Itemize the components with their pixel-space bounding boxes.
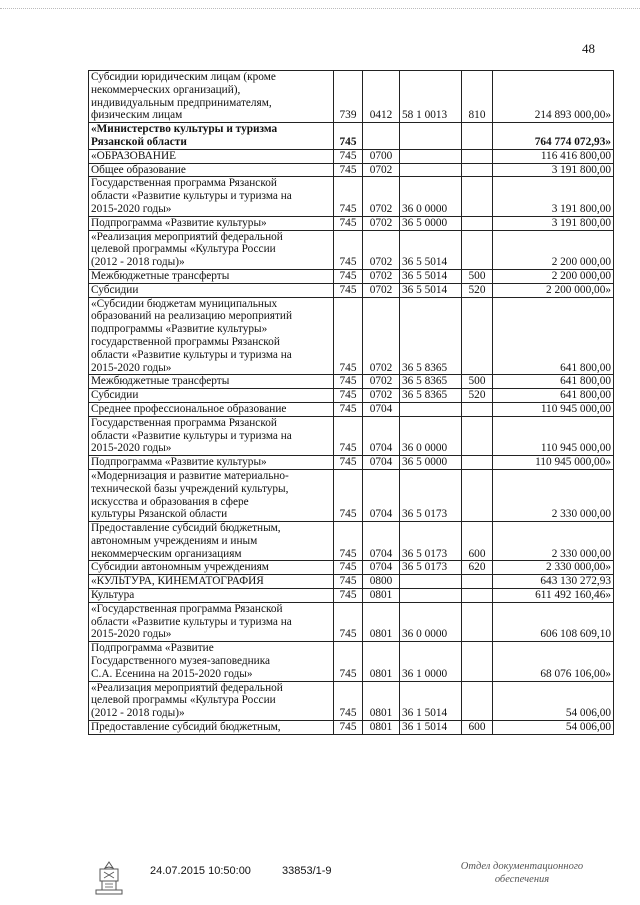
expense-type-cell — [462, 681, 493, 720]
target-article-cell: 36 0 0000 — [400, 602, 462, 641]
target-article-cell — [400, 163, 462, 177]
section-code-cell: 0704 — [363, 416, 400, 455]
ministry-code-cell: 745 — [334, 283, 363, 297]
target-article-cell: 36 5 5014 — [400, 269, 462, 283]
budget-table — [88, 70, 614, 735]
amount-cell: 2 330 000,00 — [493, 522, 614, 561]
amount-cell: 54 006,00 — [493, 721, 614, 735]
target-article-cell: 36 5 8365 — [400, 297, 462, 375]
table-row — [89, 456, 614, 470]
table-row — [89, 589, 614, 603]
expense-type-cell: 600 — [462, 522, 493, 561]
ministry-code-cell: 745 — [334, 163, 363, 177]
row-name-cell: «ОБРАЗОВАНИЕ — [89, 149, 334, 163]
table-row — [89, 602, 614, 641]
row-name-cell: Межбюджетные трансферты — [89, 375, 334, 389]
section-code-cell: 0801 — [363, 721, 400, 735]
expense-type-cell — [462, 456, 493, 470]
row-name-cell: Общее образование — [89, 163, 334, 177]
expense-type-cell — [462, 177, 493, 216]
row-name-cell: Культура — [89, 589, 334, 603]
table-row — [89, 575, 614, 589]
table-row — [89, 71, 614, 123]
table-row — [89, 216, 614, 230]
row-name-cell: Подпрограмма «Развитие Государственного музея-заповедника С.А. Есенина на 2015-2020 годы» — [89, 642, 334, 681]
ministry-code-cell: 745 — [334, 416, 363, 455]
section-code-cell — [363, 123, 400, 150]
ministry-code-cell: 745 — [334, 642, 363, 681]
amount-cell: 3 191 800,00 — [493, 177, 614, 216]
expense-type-cell — [462, 402, 493, 416]
row-name-cell: Субсидии — [89, 283, 334, 297]
scan-edge-dots — [0, 8, 640, 10]
expense-type-cell — [462, 230, 493, 269]
target-article-cell — [400, 149, 462, 163]
section-code-cell: 0704 — [363, 469, 400, 521]
section-code-cell: 0700 — [363, 149, 400, 163]
amount-cell: 68 076 106,00» — [493, 642, 614, 681]
section-code-cell: 0702 — [363, 297, 400, 375]
expense-type-cell — [462, 123, 493, 150]
coat-of-arms-icon — [90, 860, 128, 896]
amount-cell: 643 130 272,93 — [493, 575, 614, 589]
target-article-cell: 36 1 5014 — [400, 681, 462, 720]
ministry-code-cell: 745 — [334, 230, 363, 269]
expense-type-cell — [462, 149, 493, 163]
expense-type-cell — [462, 416, 493, 455]
section-code-cell: 0704 — [363, 456, 400, 470]
ministry-code-cell: 745 — [334, 589, 363, 603]
footer-document-code: 33853/1-9 — [282, 865, 332, 877]
table-row — [89, 177, 614, 216]
expense-type-cell — [462, 589, 493, 603]
row-name-cell: «Реализация мероприятий федеральной целевой программы «Культура России (2012 - 2018 годы)» — [89, 230, 334, 269]
section-code-cell: 0702 — [363, 216, 400, 230]
target-article-cell: 36 5 0173 — [400, 522, 462, 561]
ministry-code-cell: 745 — [334, 123, 363, 150]
expense-type-cell — [462, 297, 493, 375]
expense-type-cell: 520 — [462, 389, 493, 403]
row-name-cell: Подпрограмма «Развитие культуры» — [89, 456, 334, 470]
table-row — [89, 681, 614, 720]
ministry-code-cell: 745 — [334, 575, 363, 589]
amount-cell: 54 006,00 — [493, 681, 614, 720]
expense-type-cell: 810 — [462, 71, 493, 123]
ministry-code-cell: 745 — [334, 216, 363, 230]
footer-date: 24.07.2015 10:50:00 — [150, 865, 251, 877]
expense-type-cell: 600 — [462, 721, 493, 735]
ministry-code-cell: 745 — [334, 402, 363, 416]
target-article-cell — [400, 589, 462, 603]
ministry-code-cell: 745 — [334, 561, 363, 575]
amount-cell: 110 945 000,00 — [493, 416, 614, 455]
ministry-code-cell: 745 — [334, 721, 363, 735]
row-name-cell: Государственная программа Рязанской области «Развитие культуры и туризма на 2015-2020 годы» — [89, 416, 334, 455]
section-code-cell: 0704 — [363, 522, 400, 561]
row-name-cell: «Реализация мероприятий федеральной целевой программы «Культура России (2012 - 2018 годы)» — [89, 681, 334, 720]
row-name-cell: Субсидии юридическим лицам (кроме некоммерческих организаций), индивидуальным предпринимателям, физическим лицам — [89, 71, 334, 123]
row-name-cell: Субсидии — [89, 389, 334, 403]
target-article-cell: 36 5 5014 — [400, 283, 462, 297]
expense-type-cell — [462, 602, 493, 641]
row-name-cell: Предоставление субсидий бюджетным, автономным учреждениям и иным некоммерческим организациям — [89, 522, 334, 561]
row-name-cell: Подпрограмма «Развитие культуры» — [89, 216, 334, 230]
section-code-cell: 0702 — [363, 283, 400, 297]
target-article-cell: 36 1 0000 — [400, 642, 462, 681]
expense-type-cell: 500 — [462, 375, 493, 389]
section-code-cell: 0702 — [363, 375, 400, 389]
row-name-cell: Среднее профессиональное образование — [89, 402, 334, 416]
amount-cell: 2 200 000,00 — [493, 269, 614, 283]
table-row — [89, 230, 614, 269]
stamp-line-1: Отдел документационного — [460, 861, 584, 872]
amount-cell: 110 945 000,00» — [493, 456, 614, 470]
amount-cell: 214 893 000,00» — [493, 71, 614, 123]
target-article-cell: 36 5 0173 — [400, 561, 462, 575]
section-code-cell: 0702 — [363, 269, 400, 283]
row-name-cell: Предоставление субсидий бюджетным, — [89, 721, 334, 735]
table-row — [89, 522, 614, 561]
table-row — [89, 561, 614, 575]
table-row — [89, 389, 614, 403]
amount-cell: 2 200 000,00» — [493, 283, 614, 297]
section-code-cell: 0801 — [363, 589, 400, 603]
row-name-cell: Субсидии автономным учреждениям — [89, 561, 334, 575]
table-row — [89, 721, 614, 735]
footer — [0, 860, 640, 900]
row-name-cell: «Государственная программа Рязанской области «Развитие культуры и туризма на 2015-2020 годы» — [89, 602, 334, 641]
ministry-code-cell: 745 — [334, 681, 363, 720]
target-article-cell: 36 5 8365 — [400, 389, 462, 403]
target-article-cell — [400, 402, 462, 416]
table-row — [89, 375, 614, 389]
table-row — [89, 149, 614, 163]
ministry-code-cell: 745 — [334, 177, 363, 216]
target-article-cell: 36 5 0173 — [400, 469, 462, 521]
ministry-code-cell: 745 — [334, 389, 363, 403]
target-article-cell — [400, 123, 462, 150]
row-name-cell: «Субсидии бюджетам муниципальных образований на реализацию мероприятий подпрограммы «Развитие культуры» государственной программы Рязанской области «Развитие культуры и туризма на 2015-2020 годы» — [89, 297, 334, 375]
target-article-cell: 36 5 0000 — [400, 456, 462, 470]
section-code-cell: 0702 — [363, 177, 400, 216]
section-code-cell: 0801 — [363, 602, 400, 641]
section-code-cell: 0704 — [363, 561, 400, 575]
expense-type-cell — [462, 163, 493, 177]
section-code-cell: 0801 — [363, 681, 400, 720]
target-article-cell: 36 0 0000 — [400, 177, 462, 216]
expense-type-cell: 500 — [462, 269, 493, 283]
amount-cell: 641 800,00 — [493, 297, 614, 375]
department-stamp — [452, 860, 592, 886]
row-name-cell: «Модернизация и развитие материально- технической базы учреждений культуры, искусства и образования в сфере культуры Рязанской области — [89, 469, 334, 521]
section-code-cell: 0702 — [363, 389, 400, 403]
ministry-code-cell: 745 — [334, 375, 363, 389]
amount-cell: 116 416 800,00 — [493, 149, 614, 163]
row-name-cell: Государственная программа Рязанской области «Развитие культуры и туризма на 2015-2020 годы» — [89, 177, 334, 216]
table-row — [89, 402, 614, 416]
amount-cell: 2 330 000,00» — [493, 561, 614, 575]
expense-type-cell — [462, 575, 493, 589]
table-row — [89, 163, 614, 177]
ministry-code-cell: 739 — [334, 71, 363, 123]
table-row — [89, 123, 614, 150]
amount-cell: 641 800,00 — [493, 375, 614, 389]
table-row — [89, 416, 614, 455]
target-article-cell: 58 1 0013 — [400, 71, 462, 123]
row-name-cell: Межбюджетные трансферты — [89, 269, 334, 283]
table-row — [89, 269, 614, 283]
section-code-cell: 0412 — [363, 71, 400, 123]
amount-cell: 3 191 800,00 — [493, 163, 614, 177]
stamp-line-2: обеспечения — [494, 874, 550, 885]
section-code-cell: 0800 — [363, 575, 400, 589]
ministry-code-cell: 745 — [334, 297, 363, 375]
table-row — [89, 469, 614, 521]
section-code-cell: 0702 — [363, 230, 400, 269]
ministry-code-cell: 745 — [334, 602, 363, 641]
target-article-cell: 36 0 0000 — [400, 416, 462, 455]
amount-cell: 2 330 000,00 — [493, 469, 614, 521]
budget-table-body — [89, 71, 614, 735]
amount-cell: 606 108 609,10 — [493, 602, 614, 641]
target-article-cell — [400, 575, 462, 589]
ministry-code-cell: 745 — [334, 522, 363, 561]
expense-type-cell — [462, 642, 493, 681]
section-code-cell: 0801 — [363, 642, 400, 681]
target-article-cell: 36 5 5014 — [400, 230, 462, 269]
row-name-cell: «КУЛЬТУРА, КИНЕМАТОГРАФИЯ — [89, 575, 334, 589]
amount-cell: 3 191 800,00 — [493, 216, 614, 230]
amount-cell: 641 800,00 — [493, 389, 614, 403]
table-row — [89, 297, 614, 375]
expense-type-cell: 620 — [462, 561, 493, 575]
target-article-cell: 36 1 5014 — [400, 721, 462, 735]
amount-cell: 764 774 072,93» — [493, 123, 614, 150]
ministry-code-cell: 745 — [334, 269, 363, 283]
amount-cell: 611 492 160,46» — [493, 589, 614, 603]
section-code-cell: 0704 — [363, 402, 400, 416]
page-number: 48 — [582, 41, 595, 56]
section-code-cell: 0702 — [363, 163, 400, 177]
ministry-code-cell: 745 — [334, 469, 363, 521]
expense-type-cell — [462, 469, 493, 521]
target-article-cell: 36 5 8365 — [400, 375, 462, 389]
row-name-cell: «Министерство культуры и туризма Рязанской области — [89, 123, 334, 150]
ministry-code-cell: 745 — [334, 456, 363, 470]
expense-type-cell: 520 — [462, 283, 493, 297]
expense-type-cell — [462, 216, 493, 230]
target-article-cell: 36 5 0000 — [400, 216, 462, 230]
ministry-code-cell: 745 — [334, 149, 363, 163]
amount-cell: 110 945 000,00 — [493, 402, 614, 416]
table-row — [89, 642, 614, 681]
table-row — [89, 283, 614, 297]
amount-cell: 2 200 000,00 — [493, 230, 614, 269]
